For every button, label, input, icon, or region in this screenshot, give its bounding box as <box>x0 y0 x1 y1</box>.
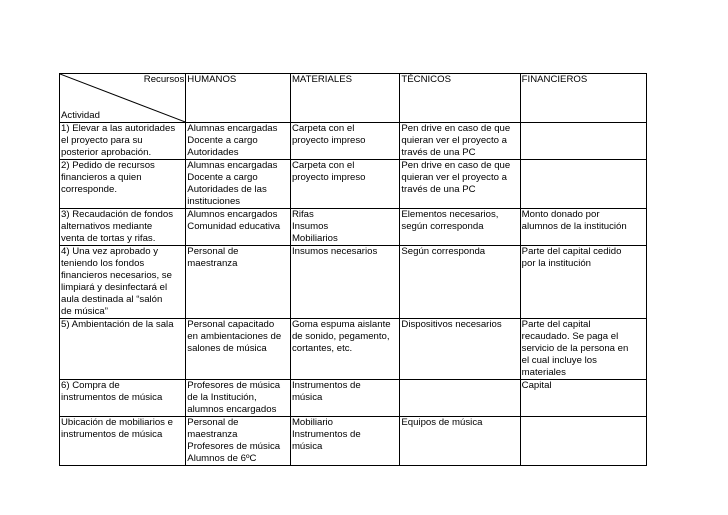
cell-humanos: Alumnas encargadas Docente a cargo Autoridades de las instituciones <box>186 160 291 209</box>
cell-actividad: 5) Ambientación de la sala <box>60 319 186 380</box>
header-recursos-label: Recursos <box>143 74 185 85</box>
header-actividad-label: Actividad <box>61 110 100 121</box>
cell-actividad: 4) Una vez aprobado y teniendo los fondos financieros necesarios, se limpiará y desinfectará el aula destinada al “salón de música” <box>60 246 186 319</box>
cell-financieros <box>520 123 646 160</box>
cell-materiales: Carpeta con el proyecto impreso <box>290 160 399 209</box>
cell-financieros: Parte del capital recaudado. Se paga el servicio de la persona en el cual incluye los materiales <box>520 319 646 380</box>
table-row <box>60 246 647 319</box>
table-row <box>60 319 647 380</box>
cell-humanos: Profesores de música de la Institución, alumnos encargados <box>186 380 291 417</box>
cell-materiales: Goma espuma aislante de sonido, pegamento, cortantes, etc. <box>290 319 399 380</box>
header-row <box>60 74 647 123</box>
cell-financieros: Monto donado por alumnos de la institución <box>520 209 646 246</box>
header-financieros: FINANCIEROS <box>520 74 646 123</box>
table-row <box>60 160 647 209</box>
cell-actividad: Ubicación de mobiliarios e instrumentos de música <box>60 417 186 466</box>
table-row <box>60 417 647 466</box>
cell-tecnicos: Elementos necesarios, según corresponda <box>400 209 520 246</box>
cell-tecnicos <box>400 380 520 417</box>
cell-tecnicos: Dispositivos necesarios <box>400 319 520 380</box>
cell-tecnicos: Según corresponda <box>400 246 520 319</box>
cell-materiales: Rifas Insumos Mobiliarios <box>290 209 399 246</box>
diagonal-header-cell <box>60 74 186 123</box>
table-row <box>60 123 647 160</box>
cell-humanos: Personal de maestranza <box>186 246 291 319</box>
cell-materiales: Mobiliario Instrumentos de música <box>290 417 399 466</box>
cell-tecnicos: Pen drive en caso de que quieran ver el proyecto a través de una PC <box>400 160 520 209</box>
cell-materiales: Instrumentos de música <box>290 380 399 417</box>
cell-actividad: 1) Elevar a las autoridades el proyecto para su posterior aprobación. <box>60 123 186 160</box>
cell-tecnicos: Equipos de música <box>400 417 520 466</box>
header-materiales: MATERIALES <box>290 74 399 123</box>
cell-actividad: 2) Pedido de recursos financieros a quien corresponde. <box>60 160 186 209</box>
header-humanos: HUMANOS <box>186 74 291 123</box>
cell-humanos: Personal de maestranza Profesores de música Alumnos de 6ºC <box>186 417 291 466</box>
header-tecnicos: TÉCNICOS <box>400 74 520 123</box>
table-row <box>60 209 647 246</box>
cell-financieros <box>520 160 646 209</box>
cell-humanos: Alumnos encargados Comunidad educativa <box>186 209 291 246</box>
cell-humanos: Alumnas encargadas Docente a cargo Autoridades <box>186 123 291 160</box>
cell-actividad: 6) Compra de instrumentos de música <box>60 380 186 417</box>
cell-financieros: Parte del capital cedido por la institución <box>520 246 646 319</box>
cell-materiales: Carpeta con el proyecto impreso <box>290 123 399 160</box>
cell-actividad: 3) Recaudación de fondos alternativos mediante venta de tortas y rifas. <box>60 209 186 246</box>
cell-financieros <box>520 417 646 466</box>
cell-tecnicos: Pen drive en caso de que quieran ver el proyecto a través de una PC <box>400 123 520 160</box>
cell-materiales: Insumos necesarios <box>290 246 399 319</box>
cell-humanos: Personal capacitado en ambientaciones de salones de música <box>186 319 291 380</box>
cell-financieros: Capital <box>520 380 646 417</box>
table-row <box>60 380 647 417</box>
resources-table <box>59 73 647 466</box>
